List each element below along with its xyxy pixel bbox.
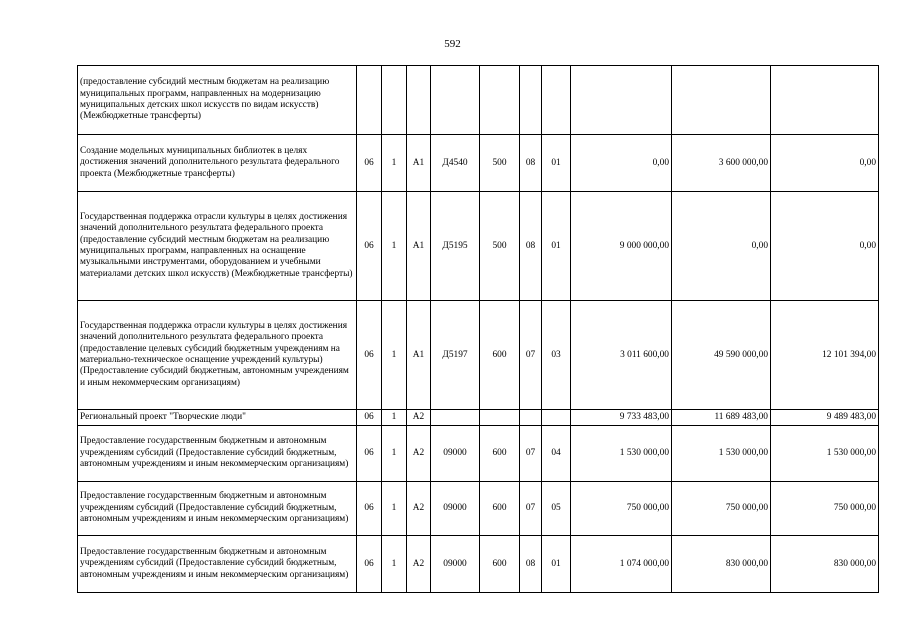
amount-year-2: 3 600 000,00 xyxy=(672,135,771,192)
row-description: Предоставление государственным бюджетным и автономным учреждениям субсидий (Предоставление субсидий бюджетным, автономным учреждениям и иным некоммерческим организациям) xyxy=(78,426,357,482)
expense-type-code: 500 xyxy=(480,135,520,192)
subsection-code: 01 xyxy=(542,192,571,301)
direction-code: Д5197 xyxy=(431,301,480,410)
section-code: 07 xyxy=(520,426,542,482)
amount-year-1: 1 074 000,00 xyxy=(571,536,672,593)
row-description: Государственная поддержка отрасли культуры в целях достижения значений дополнительного результата федерального проекта (предоставление субсидий местным бюджетам на реализацию муниципальных программ, направленных на оснащение музыкальными инструментами, оборудованием и учебными материалами детских школ искусств) (Межбюджетные трансферты) xyxy=(78,192,357,301)
amount-year-3: 0,00 xyxy=(771,135,879,192)
amount-year-2: 1 530 000,00 xyxy=(672,426,771,482)
subprogram-code: 1 xyxy=(382,482,407,536)
direction-code: Д5195 xyxy=(431,192,480,301)
amount-year-1: 9 733 483,00 xyxy=(571,410,672,426)
table-row xyxy=(78,135,879,192)
table-row xyxy=(78,426,879,482)
subprogram-code xyxy=(382,66,407,135)
project-code: А1 xyxy=(407,192,431,301)
subprogram-code: 1 xyxy=(382,536,407,593)
expense-type-code: 600 xyxy=(480,301,520,410)
subsection-code: 03 xyxy=(542,301,571,410)
direction-code: 09000 xyxy=(431,536,480,593)
expense-type-code xyxy=(480,410,520,426)
expense-type-code xyxy=(480,66,520,135)
amount-year-2: 11 689 483,00 xyxy=(672,410,771,426)
direction-code: 09000 xyxy=(431,426,480,482)
table-row xyxy=(78,192,879,301)
row-description: Создание модельных муниципальных библиотек в целях достижения значений дополнительного результата федерального проекта (Межбюджетные трансферты) xyxy=(78,135,357,192)
row-description: (предоставление субсидий местным бюджетам на реализацию муниципальных программ, направленных на модернизацию муниципальных детских школ искусств по видам искусств) (Межбюджетные трансферты) xyxy=(78,66,357,135)
direction-code: Д4540 xyxy=(431,135,480,192)
expense-type-code: 500 xyxy=(480,192,520,301)
amount-year-1: 3 011 600,00 xyxy=(571,301,672,410)
section-code: 07 xyxy=(520,482,542,536)
amount-year-1: 1 530 000,00 xyxy=(571,426,672,482)
table-row xyxy=(78,536,879,593)
program-code: 06 xyxy=(357,482,382,536)
amount-year-3: 750 000,00 xyxy=(771,482,879,536)
project-code: А1 xyxy=(407,301,431,410)
amount-year-2: 750 000,00 xyxy=(672,482,771,536)
amount-year-3: 12 101 394,00 xyxy=(771,301,879,410)
amount-year-2 xyxy=(672,66,771,135)
subsection-code: 01 xyxy=(542,536,571,593)
amount-year-3: 1 530 000,00 xyxy=(771,426,879,482)
amount-year-1: 750 000,00 xyxy=(571,482,672,536)
row-description: Региональный проект "Творческие люди" xyxy=(78,410,357,426)
subprogram-code: 1 xyxy=(382,426,407,482)
direction-code xyxy=(431,410,480,426)
section-code: 07 xyxy=(520,301,542,410)
program-code: 06 xyxy=(357,135,382,192)
program-code: 06 xyxy=(357,536,382,593)
expense-type-code: 600 xyxy=(480,482,520,536)
expense-type-code: 600 xyxy=(480,426,520,482)
amount-year-1: 9 000 000,00 xyxy=(571,192,672,301)
project-code: А2 xyxy=(407,536,431,593)
project-code: А1 xyxy=(407,135,431,192)
amount-year-3: 830 000,00 xyxy=(771,536,879,593)
expense-type-code: 600 xyxy=(480,536,520,593)
subprogram-code: 1 xyxy=(382,410,407,426)
section-code xyxy=(520,66,542,135)
row-description: Предоставление государственным бюджетным и автономным учреждениям субсидий (Предоставление субсидий бюджетным, автономным учреждениям и иным некоммерческим организациям) xyxy=(78,482,357,536)
subsection-code: 04 xyxy=(542,426,571,482)
amount-year-2: 49 590 000,00 xyxy=(672,301,771,410)
project-code: А2 xyxy=(407,410,431,426)
budget-table xyxy=(77,65,879,593)
subprogram-code: 1 xyxy=(382,192,407,301)
program-code: 06 xyxy=(357,192,382,301)
program-code: 06 xyxy=(357,301,382,410)
table-row xyxy=(78,66,879,135)
row-description: Государственная поддержка отрасли культуры в целях достижения значений дополнительного результата федерального проекта (предоставление целевых субсидий бюджетным учреждениям на материально-техническое оснащение учреждений культуры) (Предоставление субсидий бюджетным, автономным учреждениям и иным некоммерческим организациям) xyxy=(78,301,357,410)
subprogram-code: 1 xyxy=(382,301,407,410)
project-code: А2 xyxy=(407,482,431,536)
amount-year-2: 830 000,00 xyxy=(672,536,771,593)
program-code: 06 xyxy=(357,410,382,426)
amount-year-3 xyxy=(771,66,879,135)
subsection-code xyxy=(542,410,571,426)
project-code: А2 xyxy=(407,426,431,482)
section-code: 08 xyxy=(520,192,542,301)
row-description: Предоставление государственным бюджетным и автономным учреждениям субсидий (Предоставление субсидий бюджетным, автономным учреждениям и иным некоммерческим организациям) xyxy=(78,536,357,593)
amount-year-3: 9 489 483,00 xyxy=(771,410,879,426)
section-code xyxy=(520,410,542,426)
amount-year-1: 0,00 xyxy=(571,135,672,192)
amount-year-3: 0,00 xyxy=(771,192,879,301)
amount-year-1 xyxy=(571,66,672,135)
table-row xyxy=(78,410,879,426)
table-row xyxy=(78,301,879,410)
direction-code xyxy=(431,66,480,135)
project-code xyxy=(407,66,431,135)
page-number: 592 xyxy=(444,38,461,50)
program-code xyxy=(357,66,382,135)
subsection-code: 01 xyxy=(542,135,571,192)
section-code: 08 xyxy=(520,135,542,192)
table-row xyxy=(78,482,879,536)
amount-year-2: 0,00 xyxy=(672,192,771,301)
subsection-code xyxy=(542,66,571,135)
program-code: 06 xyxy=(357,426,382,482)
section-code: 08 xyxy=(520,536,542,593)
direction-code: 09000 xyxy=(431,482,480,536)
subsection-code: 05 xyxy=(542,482,571,536)
subprogram-code: 1 xyxy=(382,135,407,192)
